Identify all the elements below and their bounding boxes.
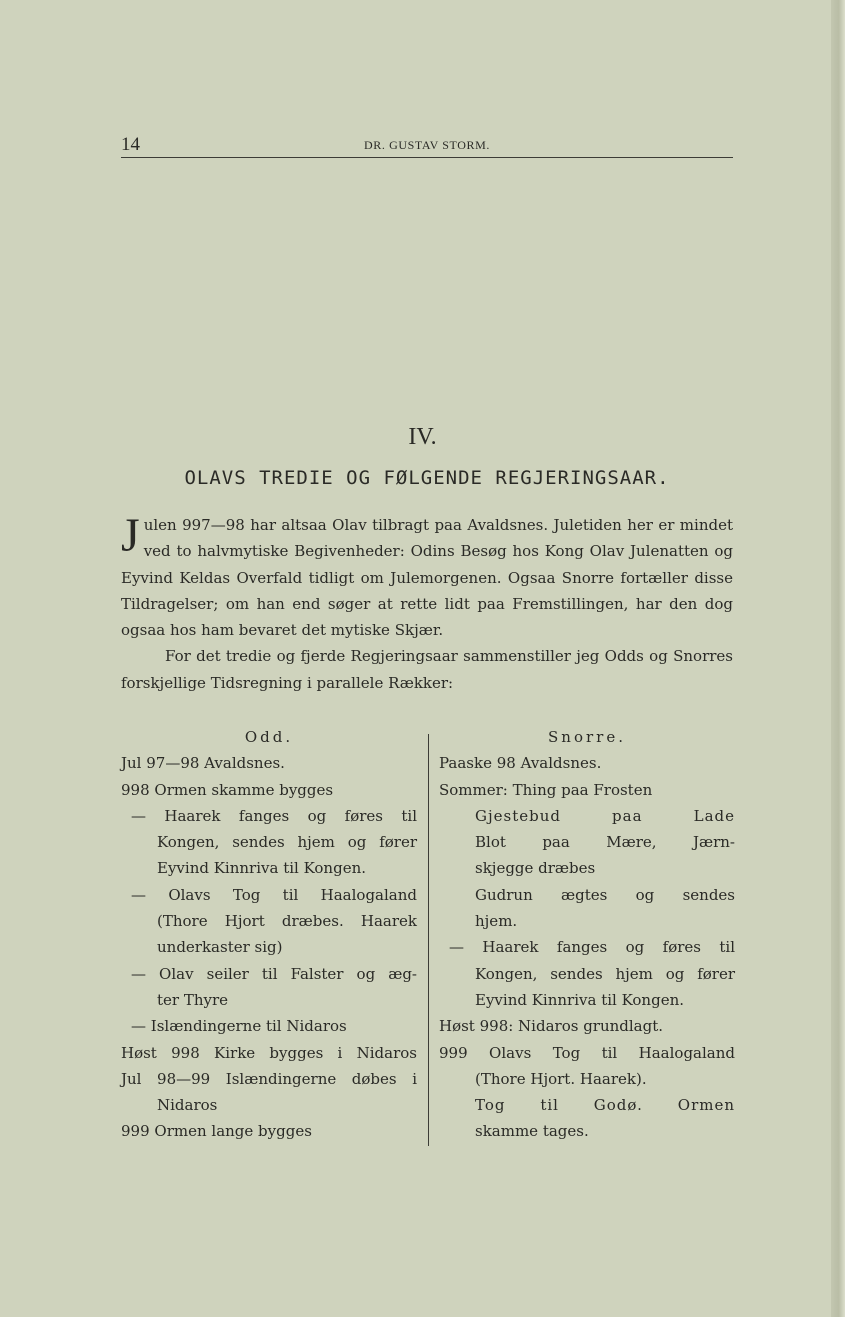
odd-line: 999 Ormen lange bygges xyxy=(121,1122,312,1141)
odd-line: — Haarek fanges og føres til xyxy=(131,806,417,825)
snorre-line: Kongen, sendes hjem og fører xyxy=(475,964,735,983)
snorre-line: Tog til Godø. Ormen xyxy=(475,1096,735,1115)
paragraph-2: For det tredie og fjerde Regjeringsaar sammenstiller jeg Odds og Snorres forskjellige Tidsregning i parallele Rækker: xyxy=(121,647,733,692)
body-text xyxy=(121,509,733,696)
paragraph-1 xyxy=(121,509,733,643)
odd-line: Nidaros xyxy=(157,1096,218,1115)
odd-line: Høst 998 Kirke bygges i Nidaros xyxy=(121,1043,417,1062)
page-header xyxy=(121,134,733,158)
odd-heading: Odd. xyxy=(244,728,294,746)
odd-line: — Olavs Tog til Haalogaland xyxy=(131,885,417,904)
snorre-line: Gjestebud paa Lade xyxy=(475,806,735,825)
snorre-heading: Snorre. xyxy=(548,728,626,746)
odd-line: underkaster sig) xyxy=(157,938,283,957)
parallel-columns xyxy=(121,724,735,1148)
snorre-line: (Thore Hjort. Haarek). xyxy=(475,1069,647,1088)
snorre-line: Blot paa Mære, Jærn- xyxy=(475,833,735,852)
odd-line: Eyvind Kinnriva til Kongen. xyxy=(157,859,366,878)
snorre-line: Gudrun ægtes og sendes xyxy=(475,885,735,904)
page-edge xyxy=(831,0,845,1317)
odd-line: 998 Ormen skamme bygges xyxy=(121,780,334,799)
snorre-line: skjegge dræbes xyxy=(475,859,596,878)
running-head: DR. GUSTAV STORM. xyxy=(364,138,490,152)
odd-line: ter Thyre xyxy=(157,990,229,1009)
snorre-line: Høst 998: Nidaros grundlagt. xyxy=(439,1017,664,1036)
snorre-column xyxy=(439,724,735,1145)
drop-cap: J xyxy=(121,509,140,562)
snorre-line: Eyvind Kinnriva til Kongen. xyxy=(475,990,684,1009)
snorre-line: 999 Olavs Tog til Haalogaland xyxy=(439,1043,735,1062)
odd-line: Jul 98—99 Islændingerne døbes i xyxy=(121,1069,417,1088)
chapter-number: IV. xyxy=(408,424,437,450)
odd-line: (Thore Hjort dræbes. Haarek xyxy=(157,912,417,931)
snorre-line: hjem. xyxy=(475,912,518,931)
snorre-line: Sommer: Thing paa Frosten xyxy=(439,780,653,799)
odd-line: Jul 97—98 Avaldsnes. xyxy=(121,754,285,773)
header-rule xyxy=(121,157,733,158)
odd-line: Kongen, sendes hjem og fører xyxy=(157,833,417,852)
page-number: 14 xyxy=(121,134,140,155)
paragraph-1-text: ulen 997—98 har altsaa Olav tilbragt paa Avaldsnes. Juletiden her er mindet ved to halvmytiske Begivenheder: Odins Besøg hos Kong Olav Julenatten og Eyvind Keldas Overfald tidligt om Julemorgenen. Ogsaa Snorre fortæller disse Tildragelser; om han end søger at rette lidt paa Fremstillingen, har den dog ogsaa hos ham bevaret det mytiske Skjær. xyxy=(121,516,733,640)
snorre-line: skamme tages. xyxy=(475,1122,589,1141)
chapter-title: OLAVS TREDIE OG FØLGENDE REGJERINGSAAR. xyxy=(184,467,670,489)
column-divider xyxy=(428,734,429,1146)
odd-line: — Islændingerne til Nidaros xyxy=(131,1017,347,1036)
odd-line: — Olav seiler til Falster og æg- xyxy=(131,964,417,983)
snorre-line: Paaske 98 Avaldsnes. xyxy=(439,754,602,773)
odd-column xyxy=(121,724,417,1145)
snorre-line: — Haarek fanges og føres til xyxy=(449,938,735,957)
